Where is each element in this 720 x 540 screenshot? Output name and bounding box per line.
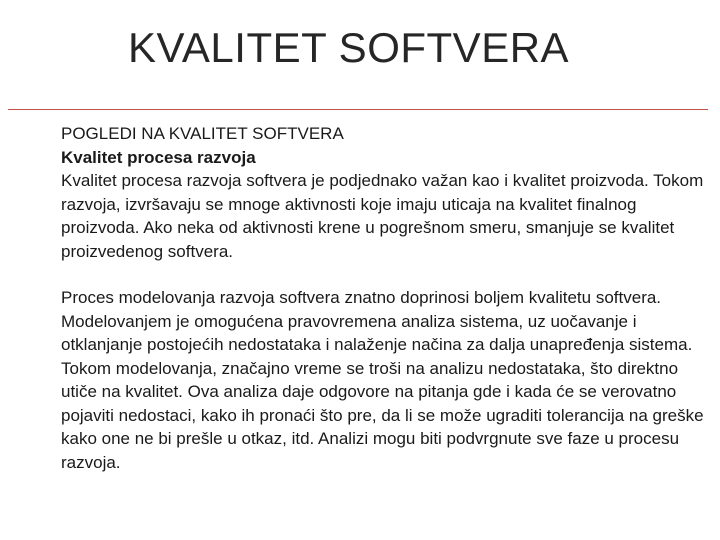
section-heading: POGLEDI NA KVALITET SOFTVERA xyxy=(61,124,344,143)
subheading: Kvalitet procesa razvoja xyxy=(61,147,256,167)
slide-body xyxy=(61,122,713,474)
paragraph-2: Proces modelovanja razvoja softvera znatno doprinosi boljem kvalitetu softvera. Modelovanjem je omogućena pravovremena analiza sistema, uz uočavanje i otklanjanje postojećih nedostataka i nalaženje načina za dalja unapređenja sistema. Tokom modelovanja, značajno vreme se troši na analizu nedostataka, što direktno utiče na kvalitet. Ova analiza daje odgovore na pitanja gde i kada će se verovatno pojaviti nedostaci, kako ih pronaći što pre, da li se može ugraditi tolerancija na greške kako one ne bi prešle u otkaz, itd. Analizi mogu biti podvrgnute sve faze u procesu razvoja. xyxy=(61,288,704,472)
slide-title: KVALITET SOFTVERA xyxy=(128,24,570,71)
paragraph-spacer xyxy=(61,263,713,286)
title-divider xyxy=(8,109,708,110)
paragraph-1: Kvalitet procesa razvoja softvera je podjednako važan kao i kvalitet proizvoda. Tokom razvoja, izvršavaju se mnoge aktivnosti koje imaju uticaja na kvalitet finalnog proizvoda. Ako neka od aktivnosti krene u pogrešnom smeru, smanjuje se kvalitet proizvedenog softvera. xyxy=(61,171,704,261)
